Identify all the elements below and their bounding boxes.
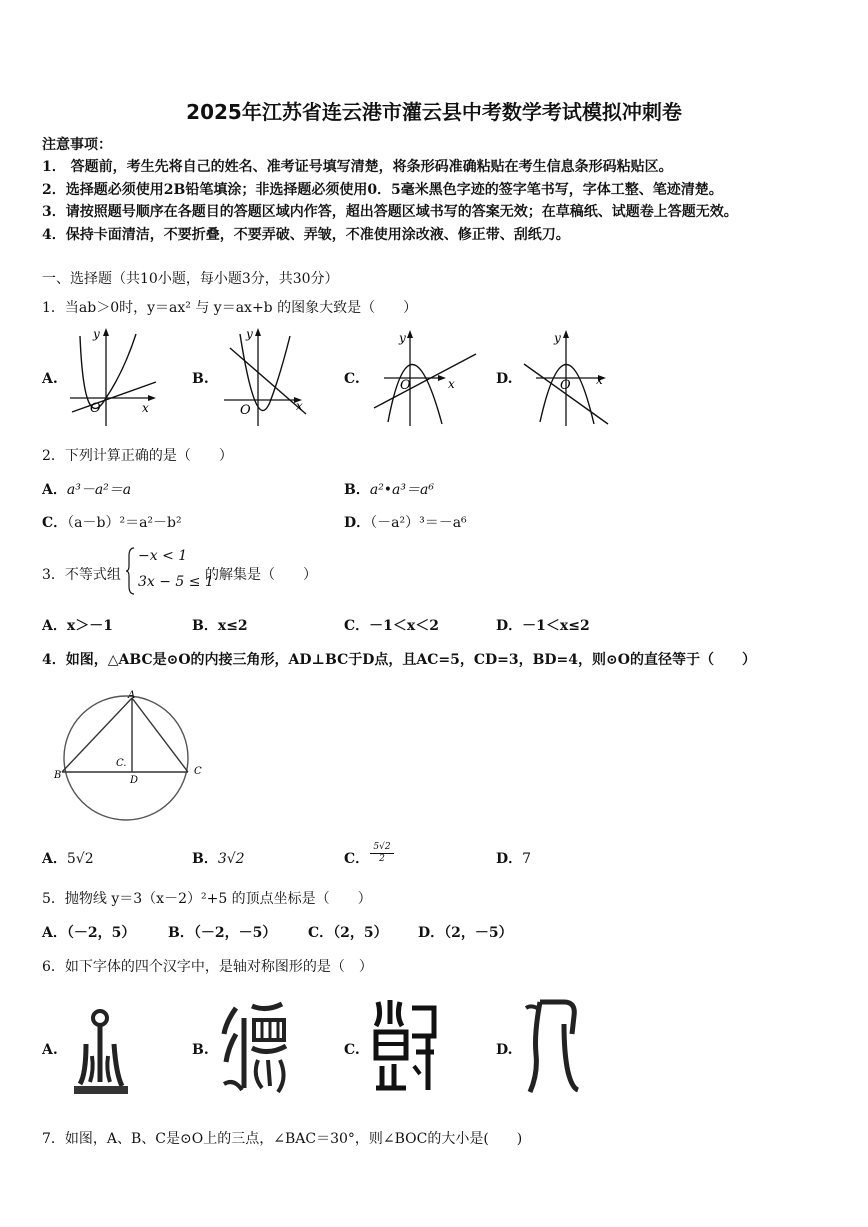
q2-option-b xyxy=(344,479,434,499)
q1-graph-d xyxy=(522,326,632,430)
q1b-origin-label: O xyxy=(240,403,251,418)
q3-option-d xyxy=(496,615,590,635)
q2-option-c-text: （a－b）²＝a²－b² xyxy=(67,515,182,531)
q4-label-a: A xyxy=(128,690,136,701)
q1d-origin-label: O xyxy=(560,378,571,393)
q3-option-d-label: D． xyxy=(496,618,523,634)
q6-option-b-label: B. xyxy=(192,1042,209,1058)
q4-option-d-text: 7 xyxy=(522,851,532,867)
notice-item-1: 1． 答题前，考生先将自己的姓名、准考证号填写清楚，将条形码准确粘贴在考生信息条形码粘贴区。 xyxy=(42,159,673,175)
q3-option-b-label: B． xyxy=(192,618,218,634)
q1-graph-a xyxy=(66,326,166,430)
q3-option-a xyxy=(42,615,113,635)
q4-label-b: B xyxy=(54,770,62,781)
q4-option-c-label: C． xyxy=(344,851,370,867)
q5-option-d-label: D． xyxy=(418,925,445,941)
q5-option-d-text: （2，－5） xyxy=(444,925,513,941)
q2-option-c-label: C． xyxy=(42,515,68,531)
q2-option-d xyxy=(344,512,467,532)
q4-option-b-label: B． xyxy=(192,851,218,867)
q1-graph-c xyxy=(372,326,482,430)
q1c-origin-label: O xyxy=(400,378,411,393)
q5-option-b-text: （－2，－5） xyxy=(193,925,277,941)
q4-option-d xyxy=(496,848,531,868)
q5-option-c-text: （2，5） xyxy=(333,925,388,941)
q4-stem: 4．如图，△ABC是⊙O的内接三角形，AD⊥BC于D点，且AC=5，CD=3，BD=4，则⊙O的直径等于（ ） xyxy=(42,652,756,668)
q4-option-c-numerator: 5√2 xyxy=(370,842,394,854)
notice-item-2: 2．选择题必须使用2B铅笔填涂；非选择题必须使用0．5毫米黑色字迹的签字笔书写，字体工整、笔迹清楚。 xyxy=(42,182,723,198)
q4-option-c-denominator: 2 xyxy=(379,854,385,864)
q1-option-b-label: B. xyxy=(192,371,209,387)
q1b-y-label: y xyxy=(246,327,253,341)
q2-stem: 2．下列计算正确的是（ ） xyxy=(42,448,233,464)
q3-option-c-text: －1＜x＜2 xyxy=(369,618,439,634)
page-title: 2025年江苏省连云港市灌云县中考数学考试模拟冲刺卷 xyxy=(186,100,682,124)
q3-option-d-text: －1＜x≤2 xyxy=(522,618,590,634)
q4-option-c-fraction xyxy=(370,842,394,865)
q1d-y-label: y xyxy=(554,331,561,345)
q3-brace xyxy=(126,546,136,596)
q3-option-a-text: x＞－1 xyxy=(66,618,113,634)
q4-option-c xyxy=(344,848,369,868)
q1-stem: 1．当ab＞0时，y＝ax² 与 y＝ax+b 的图象大致是（ ） xyxy=(42,300,418,316)
notice-heading: 注意事项： xyxy=(42,137,112,153)
q6-seal-character-b xyxy=(222,998,292,1098)
q1a-y-label: y xyxy=(93,327,100,341)
q3-option-a-label: A． xyxy=(42,618,67,634)
q6-option-d-label: D. xyxy=(496,1042,513,1058)
q4-figure xyxy=(52,688,212,828)
q6-seal-character-a xyxy=(70,1004,134,1100)
q5-option-d xyxy=(418,922,513,942)
notice-item-4: 4．保持卡面清洁，不要折叠，不要弄破、弄皱，不准使用涂改液、修正带、刮纸刀。 xyxy=(42,227,570,243)
q2-option-b-label: B． xyxy=(344,482,370,498)
q1a-x-label: x xyxy=(142,401,149,415)
q1b-x-label: x xyxy=(296,399,303,413)
q2-option-a-label: A． xyxy=(42,482,67,498)
q4-option-a xyxy=(42,848,94,868)
q3-option-c xyxy=(344,615,439,635)
q3-option-b-text: x≤2 xyxy=(217,618,248,634)
q1-graph-b xyxy=(222,326,322,430)
q5-stem: 5．抛物线 y＝3（x－2）²+5 的顶点坐标是（ ） xyxy=(42,891,372,907)
q4-option-d-label: D． xyxy=(496,851,523,867)
q3-stem-pre: 3．不等式组 xyxy=(42,567,121,583)
q2-option-d-label: D． xyxy=(344,515,371,531)
q1-option-c-label: C. xyxy=(344,371,360,387)
q1c-y-label: y xyxy=(399,331,406,345)
q2-option-a xyxy=(42,479,131,499)
q5-option-c xyxy=(308,922,388,942)
q4-label-d: D xyxy=(130,775,139,786)
q4-option-b xyxy=(192,848,245,868)
q4-option-a-text: 5√2 xyxy=(66,851,94,867)
section-heading: 一、选择题（共10小题，每小题3分，共30分） xyxy=(42,271,339,287)
q6-option-a-label: A. xyxy=(42,1042,58,1058)
q2-option-d-text: （－a²）³＝－a⁶ xyxy=(370,515,467,531)
q6-stem: 6．如下字体的四个汉字中，是轴对称图形的是（ ） xyxy=(42,959,373,975)
q4-option-b-text: 3√2 xyxy=(217,851,245,867)
q6-seal-character-d xyxy=(524,994,584,1098)
q3-option-c-label: C． xyxy=(344,618,370,634)
q1a-origin-label: O xyxy=(90,401,101,416)
q1-option-d-label: D. xyxy=(496,371,513,387)
q5-option-a-label: A． xyxy=(42,925,67,941)
q2-option-b-text: a²•a³＝a⁶ xyxy=(369,482,434,498)
q3-inequality-1: −x < 1 xyxy=(138,548,188,564)
q4-label-c: C xyxy=(194,766,202,777)
q4-label-o: C. xyxy=(116,758,127,769)
q5-option-c-label: C． xyxy=(308,925,334,941)
notice-item-3: 3．请按照题号顺序在各题目的答题区域内作答，超出答题区域书写的答案无效；在草稿纸、试题卷上答题无效。 xyxy=(42,204,738,220)
q1-option-a-label: A. xyxy=(42,371,58,387)
q5-option-a-text: （－2，5） xyxy=(66,925,136,941)
q5-option-b xyxy=(168,922,276,942)
q3-option-b xyxy=(192,615,248,635)
q7-stem: 7．如图，A、B、C是⊙O上的三点，∠BAC＝30°，则∠BOC的大小是( ) xyxy=(42,1131,523,1147)
q1d-x-label: x xyxy=(596,373,603,387)
q4-option-a-label: A． xyxy=(42,851,67,867)
q6-option-c-label: C. xyxy=(344,1042,360,1058)
q3-inequality-2: 3x − 5 ≤ 1 xyxy=(138,574,214,590)
q2-option-a-text: a³－a²＝a xyxy=(66,482,132,498)
q5-option-a xyxy=(42,922,135,942)
q3-stem-post: 的解集是（ ） xyxy=(205,567,317,583)
q5-option-b-label: B． xyxy=(168,925,194,941)
q6-seal-character-c xyxy=(372,996,438,1094)
q2-option-c xyxy=(42,512,182,532)
q1c-x-label: x xyxy=(448,377,455,391)
